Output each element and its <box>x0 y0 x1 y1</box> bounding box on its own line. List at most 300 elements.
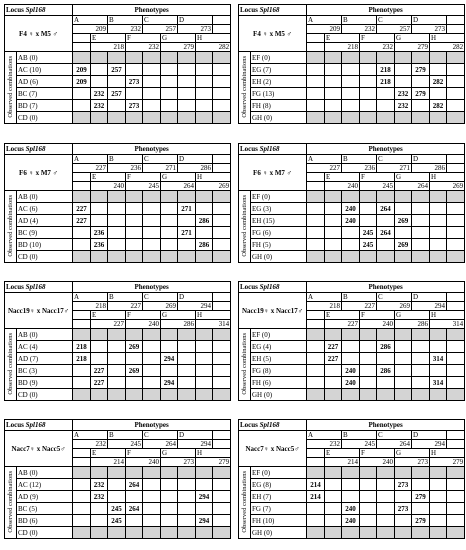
genotype-cell <box>143 64 161 76</box>
combination-row <box>5 76 231 88</box>
phenotype-size: 240 <box>360 458 395 467</box>
genotype-cell: 314 <box>430 377 447 389</box>
combination-row <box>5 353 231 365</box>
genotype-cell <box>196 76 213 88</box>
spacer-cell <box>73 311 91 320</box>
genotype-cell <box>342 491 360 503</box>
genotype-cell <box>342 88 360 100</box>
phenotype-letter: B <box>108 431 143 440</box>
genotype-cell <box>395 467 412 479</box>
genotype-cell <box>412 191 430 203</box>
genotype-cell <box>91 353 108 365</box>
genotype-cell: 273 <box>126 76 143 88</box>
genotype-cell <box>161 503 178 515</box>
genotype-cell <box>161 365 178 377</box>
combination-row <box>5 491 231 503</box>
genotype-cell <box>108 251 126 263</box>
genotype-cell: 264 <box>377 203 395 215</box>
spacer-cell <box>213 155 231 164</box>
genotype-cell <box>178 341 196 353</box>
combination-label: FH (8) <box>251 100 307 112</box>
genotype-cell <box>377 215 395 227</box>
genotype-cell: 279 <box>412 88 430 100</box>
genotype-cell: 227 <box>73 215 91 227</box>
genotype-cell <box>377 112 395 124</box>
genotype-cell <box>447 329 465 341</box>
genotype-cell: 269 <box>126 365 143 377</box>
genotype-cell <box>430 64 447 76</box>
locus-prefix: Locus <box>6 283 24 291</box>
combination-row <box>239 88 465 100</box>
genotype-cell <box>342 76 360 88</box>
genotype-cell <box>412 251 430 263</box>
genotype-cell <box>395 227 412 239</box>
phenotype-letter: E <box>91 449 126 458</box>
genotype-cell <box>178 251 196 263</box>
phenotype-letter: A <box>307 16 342 25</box>
combination-label: EF (0) <box>251 467 307 479</box>
genotype-cell <box>325 88 342 100</box>
genotype-cell <box>377 100 395 112</box>
genotype-cell <box>126 389 143 401</box>
genotype-cell <box>126 52 143 64</box>
genotype-cell <box>360 203 377 215</box>
phenotype-size: 279 <box>161 43 196 52</box>
genotype-cell <box>161 191 178 203</box>
phenotype-size: 271 <box>377 164 412 173</box>
phenotype-size: 245 <box>108 440 143 449</box>
genotype-cell <box>307 527 325 539</box>
genotype-cell <box>126 515 143 527</box>
genotype-cell <box>325 377 342 389</box>
genotype-cell <box>108 389 126 401</box>
phenotype-letter: B <box>342 155 377 164</box>
genotype-cell <box>213 365 231 377</box>
combination-row <box>5 88 231 100</box>
genotype-cell: 294 <box>196 491 213 503</box>
genotype-cell <box>178 52 196 64</box>
combination-label: AD (6) <box>17 76 73 88</box>
combination-row <box>5 479 231 491</box>
spacer-cell <box>213 25 231 34</box>
genotype-cell <box>108 377 126 389</box>
genotype-cell <box>178 515 196 527</box>
genotype-cell <box>447 353 465 365</box>
genotype-cell <box>108 491 126 503</box>
combination-label: AD (9) <box>17 491 73 503</box>
genotype-cell <box>325 215 342 227</box>
genotype-cell <box>126 88 143 100</box>
phenotype-size: 286 <box>412 164 447 173</box>
genotype-cell <box>161 227 178 239</box>
genotype-cell <box>307 329 325 341</box>
phenotype-letter: F <box>126 449 161 458</box>
locus-table-panel <box>4 143 228 263</box>
genotype-cell <box>73 515 91 527</box>
genotype-cell <box>360 353 377 365</box>
genotype-cell <box>395 527 412 539</box>
genotype-cell <box>430 515 447 527</box>
genotype-cell <box>395 76 412 88</box>
genotype-cell <box>360 112 377 124</box>
combination-row <box>239 112 465 124</box>
genotype-cell <box>178 527 196 539</box>
genotype-cell <box>108 203 126 215</box>
genotype-cell <box>447 239 465 251</box>
genotype-cell: 240 <box>342 515 360 527</box>
combination-label: GH (0) <box>251 527 307 539</box>
genotype-cell <box>412 389 430 401</box>
genotype-cell <box>325 329 342 341</box>
genotype-cell: 279 <box>412 64 430 76</box>
phenotype-size: 227 <box>342 302 377 311</box>
genotype-cell <box>325 191 342 203</box>
combination-row <box>239 467 465 479</box>
combination-row <box>5 227 231 239</box>
genotype-cell <box>430 215 447 227</box>
combination-row <box>239 191 465 203</box>
locus-prefix: Locus <box>240 6 258 14</box>
phenotype-size: 279 <box>430 458 465 467</box>
genotype-cell <box>73 227 91 239</box>
genotype-cell: 236 <box>91 239 108 251</box>
genotype-cell <box>126 239 143 251</box>
genotype-cell <box>143 239 161 251</box>
phenotype-letter: E <box>91 311 126 320</box>
genotype-cell <box>342 527 360 539</box>
phenotype-letter: G <box>395 449 430 458</box>
phenotype-size: 314 <box>196 320 231 329</box>
genotype-cell <box>196 503 213 515</box>
genotype-cell <box>430 491 447 503</box>
genotype-cell <box>430 503 447 515</box>
genotype-cell <box>377 353 395 365</box>
genotype-cell <box>143 467 161 479</box>
spacer-cell <box>447 293 465 302</box>
genotype-cell: 218 <box>73 353 91 365</box>
combination-row <box>239 389 465 401</box>
genotype-cell <box>196 329 213 341</box>
genotype-cell: 232 <box>91 88 108 100</box>
genotype-cell <box>213 112 231 124</box>
genotype-cell <box>213 389 231 401</box>
locus-table <box>238 419 465 539</box>
observed-combinations-label <box>5 329 17 401</box>
genotype-cell <box>73 112 91 124</box>
genotype-cell <box>196 100 213 112</box>
observed-combinations-label <box>239 329 251 401</box>
genotype-cell <box>161 88 178 100</box>
genotype-cell <box>325 467 342 479</box>
combination-row <box>5 503 231 515</box>
phenotype-letter: H <box>430 311 465 320</box>
genotype-cell <box>307 191 325 203</box>
observed-combinations-label <box>5 52 17 124</box>
genotype-cell <box>377 491 395 503</box>
genotype-cell <box>91 76 108 88</box>
genotype-cell <box>325 76 342 88</box>
genotype-cell <box>143 527 161 539</box>
combination-row <box>239 365 465 377</box>
spacer-cell <box>307 173 325 182</box>
genotype-cell: 273 <box>126 100 143 112</box>
genotype-cell <box>342 112 360 124</box>
genotype-cell <box>143 329 161 341</box>
locus-title <box>239 144 307 155</box>
genotype-cell <box>196 377 213 389</box>
genotype-cell <box>412 112 430 124</box>
phenotype-letter: B <box>108 16 143 25</box>
phenotype-letter: F <box>360 311 395 320</box>
genotype-cell <box>307 88 325 100</box>
phenotype-letter: G <box>395 173 430 182</box>
phenotype-size: 264 <box>143 440 178 449</box>
phenotype-letter: H <box>196 311 231 320</box>
phenotype-size: 294 <box>412 440 447 449</box>
combination-row <box>5 389 231 401</box>
genotype-cell <box>143 515 161 527</box>
genotype-cell <box>213 251 231 263</box>
spacer-cell <box>213 431 231 440</box>
phenotype-letter: A <box>73 293 108 302</box>
phenotype-size: 240 <box>126 320 161 329</box>
genotype-cell <box>412 467 430 479</box>
phenotype-size: 269 <box>430 182 465 191</box>
combination-row <box>239 215 465 227</box>
genotype-cell <box>412 227 430 239</box>
genotype-cell: 240 <box>342 203 360 215</box>
genotype-cell <box>73 389 91 401</box>
combination-row <box>239 515 465 527</box>
genotype-cell <box>412 203 430 215</box>
genotype-cell: 245 <box>108 503 126 515</box>
phenotype-letter: C <box>377 155 412 164</box>
genotype-cell <box>325 389 342 401</box>
combination-label: GH (0) <box>251 389 307 401</box>
genotype-cell <box>73 191 91 203</box>
combination-label: EF (0) <box>251 52 307 64</box>
phenotype-size: 286 <box>161 320 196 329</box>
spacer-cell <box>447 431 465 440</box>
genotype-cell <box>161 515 178 527</box>
phenotype-size: 264 <box>377 440 412 449</box>
phenotype-letter: D <box>412 431 447 440</box>
genotype-cell <box>377 191 395 203</box>
spacer-cell <box>307 34 325 43</box>
phenotype-size: 227 <box>307 164 342 173</box>
phenotype-size: 209 <box>73 25 108 34</box>
spacer-cell <box>73 43 91 52</box>
phenotype-size: 227 <box>108 302 143 311</box>
genotype-cell <box>377 239 395 251</box>
phenotype-size: 282 <box>430 43 465 52</box>
phenotype-size: 286 <box>178 164 213 173</box>
genotype-cell: 271 <box>178 203 196 215</box>
genotype-cell: 294 <box>196 515 213 527</box>
locus-table-panel <box>4 419 228 539</box>
genotype-cell: 218 <box>377 64 395 76</box>
genotype-cell <box>430 341 447 353</box>
genotype-cell <box>108 479 126 491</box>
combination-label: EH (2) <box>251 76 307 88</box>
genotype-cell <box>377 479 395 491</box>
combination-label: AB (0) <box>17 467 73 479</box>
genotype-cell: 264 <box>126 479 143 491</box>
combination-label: FH (5) <box>251 239 307 251</box>
genotype-cell <box>161 239 178 251</box>
phenotype-letter: F <box>126 173 161 182</box>
genotype-cell <box>447 100 465 112</box>
spacer-cell <box>73 320 91 329</box>
observed-combinations-label <box>239 52 251 124</box>
genotype-cell <box>360 251 377 263</box>
genotype-cell: 257 <box>108 64 126 76</box>
genotype-cell <box>161 52 178 64</box>
genotype-cell <box>360 365 377 377</box>
genotype-cell <box>430 239 447 251</box>
genotype-cell <box>360 329 377 341</box>
genotype-cell: 286 <box>196 239 213 251</box>
phenotype-size: 232 <box>73 440 108 449</box>
locus-title <box>5 144 73 155</box>
phenotype-size: 314 <box>430 320 465 329</box>
combination-row <box>5 515 231 527</box>
phenotypes-header: Phenotypes <box>73 5 231 16</box>
genotype-cell <box>307 203 325 215</box>
genotype-cell <box>377 52 395 64</box>
observed-combinations-text: Observed combinations <box>7 470 14 533</box>
genotype-cell: 227 <box>325 341 342 353</box>
spacer-cell <box>73 458 91 467</box>
combination-row <box>239 527 465 539</box>
genotype-cell: 240 <box>342 503 360 515</box>
locus-prefix: Locus <box>240 421 258 429</box>
genotype-cell <box>430 88 447 100</box>
genotype-cell: 218 <box>73 341 91 353</box>
genotype-cell <box>161 76 178 88</box>
phenotype-size: 294 <box>178 302 213 311</box>
combination-row <box>239 503 465 515</box>
genotype-cell <box>178 76 196 88</box>
genotype-cell <box>325 515 342 527</box>
phenotype-letter: B <box>342 431 377 440</box>
phenotype-size: 240 <box>126 458 161 467</box>
genotype-cell <box>325 64 342 76</box>
genotype-cell <box>213 239 231 251</box>
genotype-cell <box>196 467 213 479</box>
locus-name: Spl168 <box>25 145 46 153</box>
genotype-cell <box>126 215 143 227</box>
genotype-cell <box>73 491 91 503</box>
phenotype-letter: G <box>161 173 196 182</box>
spacer-cell <box>447 16 465 25</box>
genotype-cell <box>307 341 325 353</box>
genotype-cell <box>73 503 91 515</box>
combination-row <box>239 100 465 112</box>
combination-label: AB (0) <box>17 52 73 64</box>
phenotype-letter: D <box>178 155 213 164</box>
genotype-cell <box>196 341 213 353</box>
genotype-cell <box>412 239 430 251</box>
genotype-cell <box>143 227 161 239</box>
genotype-cell <box>307 76 325 88</box>
phenotypes-header: Phenotypes <box>73 420 231 431</box>
genotype-cell <box>161 389 178 401</box>
phenotype-letter: F <box>126 34 161 43</box>
genotype-cell <box>447 203 465 215</box>
genotype-cell <box>360 467 377 479</box>
combination-label: FG (8) <box>251 365 307 377</box>
genotype-cell <box>395 52 412 64</box>
locus-table <box>238 281 465 401</box>
combination-label: BC (3) <box>17 365 73 377</box>
genotype-cell <box>412 503 430 515</box>
genotype-cell <box>395 491 412 503</box>
combination-row <box>239 203 465 215</box>
genotype-cell <box>196 88 213 100</box>
combination-row <box>5 341 231 353</box>
genotype-cell <box>161 329 178 341</box>
genotype-cell <box>143 353 161 365</box>
genotype-cell <box>91 215 108 227</box>
genotype-cell <box>395 203 412 215</box>
combination-label: AD (4) <box>17 215 73 227</box>
genotype-cell <box>108 365 126 377</box>
genotype-cell <box>395 365 412 377</box>
genotype-cell <box>412 365 430 377</box>
genotype-cell <box>161 64 178 76</box>
genotype-cell <box>73 52 91 64</box>
genotype-cell <box>213 353 231 365</box>
genotype-cell <box>325 52 342 64</box>
locus-prefix: Locus <box>6 6 24 14</box>
genotype-cell <box>360 341 377 353</box>
genotype-cell <box>161 203 178 215</box>
genotype-cell <box>447 467 465 479</box>
phenotype-size: 218 <box>307 302 342 311</box>
genotype-cell <box>178 503 196 515</box>
combination-label: CD (0) <box>17 527 73 539</box>
genotype-cell <box>342 341 360 353</box>
genotype-cell <box>325 227 342 239</box>
genotype-cell: 214 <box>307 491 325 503</box>
combination-label: BC (5) <box>17 503 73 515</box>
phenotypes-header: Phenotypes <box>73 144 231 155</box>
phenotype-size: 286 <box>395 320 430 329</box>
genotype-cell <box>213 88 231 100</box>
genotype-cell <box>91 329 108 341</box>
locus-table-panel <box>238 143 462 263</box>
phenotype-size: 273 <box>395 458 430 467</box>
genotype-cell <box>430 203 447 215</box>
genotype-cell: 271 <box>178 227 196 239</box>
cross-label: Nacc7♀ x Nacc5♂ <box>5 431 73 467</box>
genotype-cell: 269 <box>395 215 412 227</box>
phenotype-letter: C <box>377 16 412 25</box>
genotype-cell <box>178 239 196 251</box>
phenotype-letter: D <box>178 16 213 25</box>
genotype-cell <box>91 467 108 479</box>
locus-name: Spl168 <box>259 283 280 291</box>
combination-label: FG (6) <box>251 227 307 239</box>
phenotype-letter: D <box>412 293 447 302</box>
locus-table <box>4 281 231 401</box>
observed-combinations-text: Observed combinations <box>241 332 248 395</box>
combination-row <box>5 239 231 251</box>
phenotype-letter: F <box>360 173 395 182</box>
spacer-cell <box>307 182 325 191</box>
genotype-cell <box>360 377 377 389</box>
